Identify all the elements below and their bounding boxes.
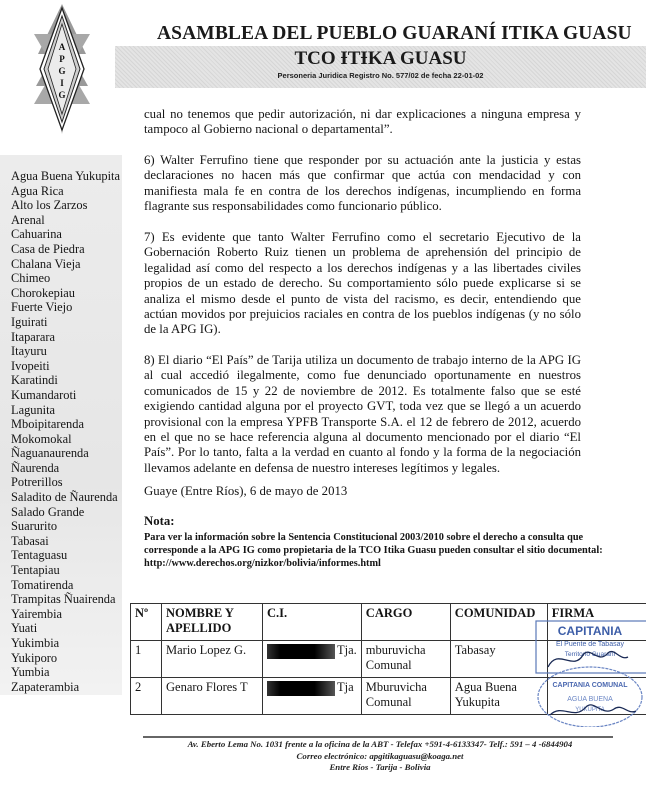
community-item: Mboipitarenda	[11, 417, 84, 432]
row-comunidad: Tabasay	[450, 641, 547, 678]
community-item: Yumbia	[11, 665, 50, 680]
row-name: Genaro Flores T	[162, 678, 263, 715]
community-item: Casa de Piedra	[11, 241, 85, 256]
col-comunidad: COMUNIDAD	[450, 604, 547, 641]
row-cargo: Mburuvicha Comunal	[361, 678, 450, 715]
footer-email: Correo electrónico: apgitikaguasu@koaga.net	[296, 750, 464, 761]
row-signature	[547, 678, 646, 715]
row-number: 1	[131, 641, 162, 678]
community-item: Yukimbia	[11, 636, 60, 650]
row-name: Mario Lopez G.	[162, 641, 263, 678]
community-item: Arenal	[11, 212, 45, 227]
footer-divider	[143, 736, 613, 738]
svg-text:P: P	[59, 54, 65, 64]
paragraph-8: 8) El diario “El País” de Tarija utiliza un documento de trabajo interno de la APG IG al cual accedió ilegalmente, como fue denunciado oportunamente en nuestros comunicados de 15 y 22 de noviembre de 2012. Es totalmente falso que se esté exigiendo cantidad alguna por el proyecto GVT, toda vez que se llegó a un acuerdo provisional con la empresa YPFB Transporte S.A. el 12 de febrero de 2012, acuerdo en el que no se hace referencia alguna al documento mencionado por el diario “El País”. Por lo tanto, falta a la verdad en cuanto al fondo y la forma de la negociación llevamos adelante en defensa de nuestro intereses legítimos y legales.	[144, 353, 581, 475]
svg-text:I: I	[60, 78, 64, 88]
svg-text:El Puente de Tabasay: El Puente de Tabasay	[556, 641, 624, 648]
communities-list	[11, 169, 120, 694]
community-item: Tabasai	[11, 533, 49, 548]
redacted-ci	[267, 644, 335, 659]
continuation-paragraph: cual no tenemos que pedir autorización, ni dar explicaciones a ninguna empresa y tampoco al Gobierno nacional o departamental”.	[144, 107, 581, 137]
community-item: Karatindi	[11, 373, 58, 388]
community-item: Salado Grande	[11, 504, 85, 519]
svg-text:AGUA BUENA: AGUA BUENA	[567, 696, 613, 703]
nota-text: Para ver la información sobre la Sentencia Constitucional 2003/2010 sobre el derecho a consulta que corresponde a la APG IG como propietaria de la TCO Itika Guasu pueden consultar el sitio documental: http://www.derechos.org/nizkor/bolivia/informes.html	[144, 532, 603, 569]
community-item: Chalana Vieja	[11, 256, 81, 271]
community-item: Alto los Zarzos	[11, 198, 88, 213]
community-item: Lagunita	[11, 402, 56, 417]
svg-text:CAPITANIA: CAPITANIA	[557, 624, 623, 638]
community-item: Ñaurenda	[11, 460, 60, 475]
redacted-ci	[267, 681, 335, 696]
signatures-table	[130, 603, 646, 715]
row-comunidad: Agua Buena Yukupita	[450, 678, 547, 715]
tco-header-band	[115, 46, 646, 88]
apgig-star-logo	[30, 4, 94, 134]
nota-heading: Nota:	[144, 514, 175, 528]
row-ci: Tja	[263, 678, 362, 715]
community-item: Yairembia	[11, 606, 63, 621]
row-number: 2	[131, 678, 162, 715]
community-item: Tentapiau	[11, 563, 60, 578]
col-cargo: CARGO	[361, 604, 450, 641]
table-header-row	[131, 604, 646, 641]
col-name: NOMBRE Y APELLIDO	[162, 604, 263, 641]
organization-title: ASAMBLEA DEL PUEBLO GUARANÍ ITIKA GUASU	[157, 23, 632, 44]
community-item: Potrerillos	[11, 475, 63, 490]
community-item: Yukiporo	[11, 650, 58, 665]
svg-text:YUKUPITA: YUKUPITA	[575, 707, 605, 713]
svg-text:CAPITANIA COMUNAL: CAPITANIA COMUNAL	[552, 682, 628, 689]
col-firma: FIRMA	[547, 604, 646, 641]
communities-sidebar	[0, 155, 122, 695]
tco-title: TCO ƗTƗKA GUASU	[294, 48, 467, 69]
footer-address: Av. Eberto Lema No. 1031 frente a la oficina de la ABT - Telefax +591-4-6133347- Telf.: 591 – 4 -6844904	[187, 739, 573, 749]
row-ci: Tja.	[263, 641, 362, 678]
registration-line: Personeria Juridica Registro No. 577/02 de fecha 22-01-02	[277, 71, 484, 80]
community-item: Ivopeiti	[11, 358, 50, 373]
community-item: Ñaguanaurenda	[11, 446, 89, 461]
table-row	[131, 678, 646, 715]
svg-text:G: G	[58, 66, 66, 76]
community-item: Kumandaroti	[11, 387, 77, 402]
svg-text:A: A	[58, 42, 66, 52]
row-signature	[547, 641, 646, 678]
community-item: Iguirati	[11, 314, 48, 329]
footer	[130, 739, 630, 774]
community-item: Zapaterambia	[11, 679, 80, 694]
community-item: Trampitas Ñuairenda	[11, 592, 116, 607]
svg-text:G: G	[58, 90, 66, 100]
community-item: Mokomokal	[11, 431, 72, 446]
community-item: Chimeo	[11, 271, 51, 286]
col-ci: C.I.	[263, 604, 362, 641]
col-number: Nº	[131, 604, 162, 641]
table-row	[131, 641, 646, 678]
community-item: Itaparara	[11, 329, 56, 344]
community-item: Yuati	[11, 621, 38, 636]
community-item: Saladito de Ñaurenda	[11, 490, 118, 505]
community-item: Agua Buena Yukupita	[11, 169, 120, 183]
community-item: Tentaguasu	[11, 548, 68, 563]
paragraph-6: 6) Walter Ferrufino tiene que responder por su actuación ante la justicia y estas declaraciones no hacen más que confirmar que actúa con mendacidad y con manifiesta mala fe en contra de los derechos indígenas, incumpliendo en forma flagrante sus responsabilidades como funcionario público.	[144, 153, 581, 214]
community-item: Cahuarina	[11, 227, 62, 242]
community-item: Fuerte Viejo	[11, 300, 73, 315]
footer-location: Entre Ríos - Tarija - Bolivia	[329, 762, 431, 772]
paragraph-7: 7) Es evidente que tanto Walter Ferrufino como el secretario Ejecutivo de la Gobernación Roberto Ruiz tienen un problema de aprehensión del principio de legalidad así como del respecto a los derechos indígenas y a las libertades civiles propios de un estado de derecho. Su comportamiento sólo puede explicarse si se analiza el mismo desde el punto de vista del racismo, es decir, entendiendo que actúan movidos por prejuicios raciales en contra de los pueblos indígenas (y no sólo de la APG IG).	[144, 230, 581, 337]
community-item: Tomatirenda	[11, 577, 74, 592]
community-item: Itayuru	[11, 344, 47, 359]
svg-text:Territorio Guaraní: Territorio Guaraní	[564, 651, 616, 658]
row-cargo: mburuvicha Comunal	[361, 641, 450, 678]
community-item: Suarurito	[11, 519, 58, 534]
date-line: Guaye (Entre Ríos), 6 de mayo de 2013	[144, 484, 348, 498]
community-item: Agua Rica	[11, 183, 64, 198]
community-item: Chorokepiau	[11, 285, 76, 300]
